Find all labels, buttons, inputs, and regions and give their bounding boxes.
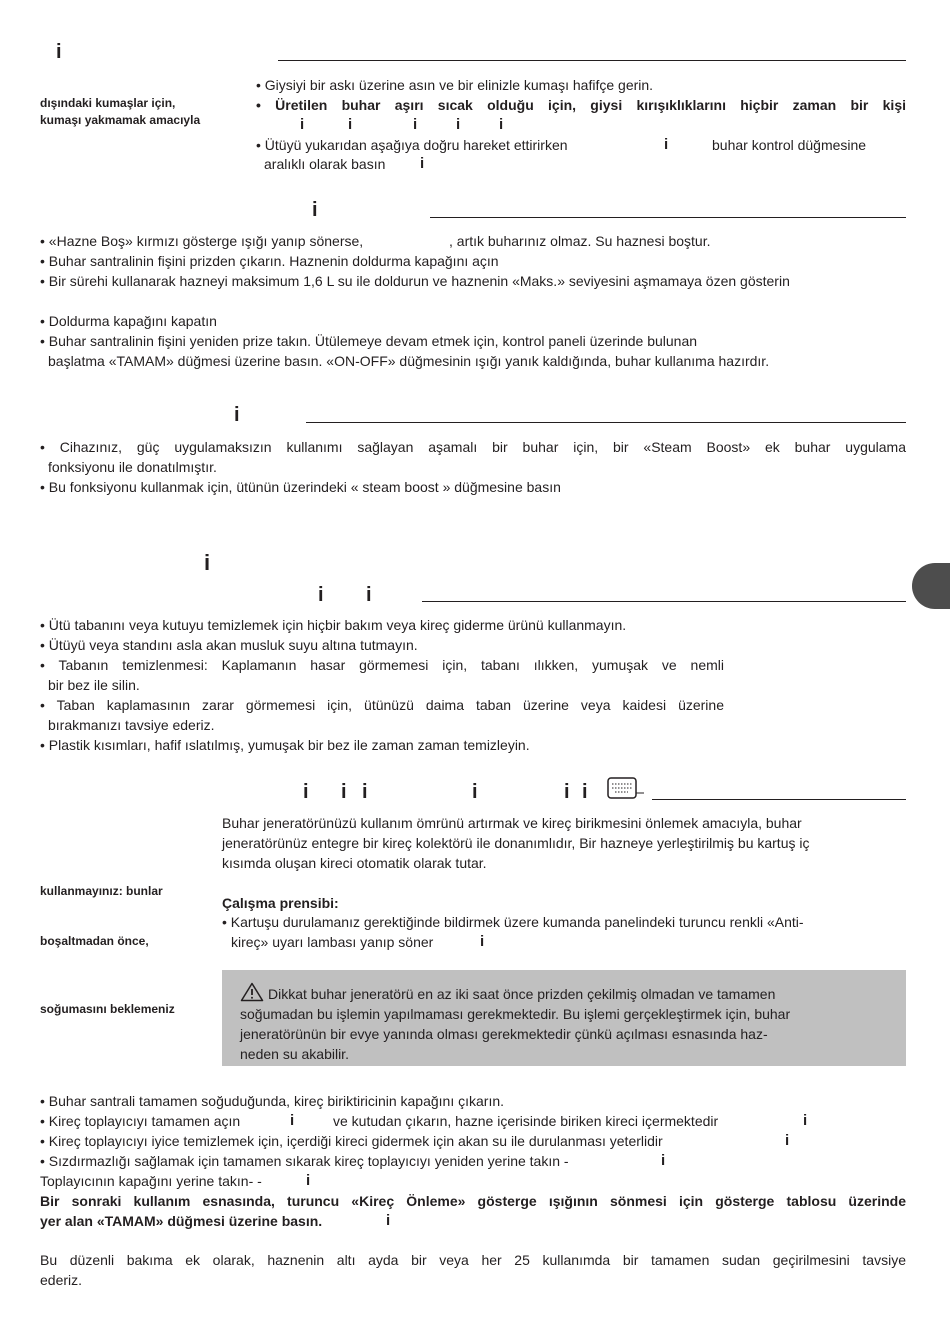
missing-glyph: i [300, 116, 305, 133]
sec2-line-2: • Buhar santralinin fişini prizden çıkarın. Haznenin doldurma kapağını açın [40, 253, 499, 269]
sec1-line-3b: buhar kontrol düğmesine [712, 137, 867, 153]
sec5-para-2: jeneratörünüz entegre bir kireç kolektörü ile donanımlıdır, Bir hazneye yerleştirilmiş bu kartuş iç [222, 835, 810, 851]
section-rule [652, 799, 906, 800]
sec5-para-3: kısımda oluşan kireci otomatik olarak tutar. [222, 855, 487, 871]
sec4-line-1: • Ütü tabanını veya kutuyu temizlemek için hiçbir bakım veya kireç giderme ürünü kullanmayın. [40, 617, 627, 633]
principle-line-2: kireç» uyarı lambası yanıp söner [231, 934, 434, 950]
heading-glyph: i [318, 584, 324, 606]
missing-glyph: i [785, 1132, 790, 1149]
sec6-line-5: Toplayıcının kapağını yerine takın- - [40, 1173, 262, 1189]
sec1-line-1: • Giysiyi bir askı üzerine asın ve bir elinizle kumaşı hafifçe gerin. [256, 77, 654, 93]
missing-glyph: i [420, 155, 425, 172]
heading-glyph: i [303, 781, 309, 803]
anti-calc-cartridge-icon [606, 776, 646, 802]
missing-glyph: i [290, 1112, 295, 1129]
sec2-line-1b: , artık buharınız olmaz. Su haznesi boştur. [449, 233, 711, 249]
sec6-line-2b: ve kutudan çıkarın, hazne içerisinde biriken kireci içermektedir [333, 1113, 719, 1129]
warning-line-2: soğumadan bu işlemin yapılmaması gerekmektedir. Bu işlemi gerçekleştirmek için, buhar [240, 1006, 791, 1022]
heading-glyph: i [582, 781, 588, 803]
missing-glyph: i [803, 1112, 808, 1129]
page-tab-marker [912, 563, 950, 609]
heading-glyph: i [472, 781, 478, 803]
heading-glyph: i [312, 199, 318, 221]
warning-line-4: neden su akabilir. [240, 1046, 349, 1062]
warning-line-1: Dikkat buhar jeneratörü en az iki saat önce prizden çekilmiş olmadan ve tamamen [268, 986, 776, 1002]
sec4-line-5: • Taban kaplamasının zarar görmemesi için, ütünüzü daima taban üzerine veya kaidesi üzerine [40, 697, 724, 713]
sec2-line-5: • Buhar santralinin fişini yeniden prize takın. Ütülemeye devam etmek için, kontrol paneli üzerinde bulunan [40, 333, 698, 349]
missing-glyph: i [499, 116, 504, 133]
missing-glyph: i [348, 116, 353, 133]
warning-line-3: jeneratörünün bir evye yanında olması gerekmektedir çünkü açılması esnasında haz- [240, 1026, 768, 1042]
sec3-line-3: • Bu fonksiyonu kullanmak için, ütünün üzerindeki « steam boost » düğmesine basın [40, 479, 561, 495]
sec6-final-1: Bu düzenli bakıma ek olarak, haznenin altı ayda bir veya her 25 kullanımda bir tamamen sudan geçirilmesini tavsiye [40, 1252, 906, 1268]
heading-glyph: i [362, 781, 368, 803]
sec6-line-2a: • Kireç toplayıcıyı tamamen açın [40, 1113, 241, 1129]
side-note-2: kullanmayınız: bunlar [40, 884, 163, 898]
sec3-line-1: • Cihazınız, güç uygulamaksızın kullanımı sağlayan aşamalı bir buhar için, bir «Steam Boost» ek buhar uygulama [40, 439, 906, 455]
section-rule [430, 217, 906, 218]
sec2-line-4: • Doldurma kapağını kapatın [40, 313, 217, 329]
heading-glyph: i [564, 781, 570, 803]
missing-glyph: i [456, 116, 461, 133]
heading-glyph: i [56, 41, 62, 63]
sec6-bold-2: yer alan «TAMAM» düğmesi üzerine basın. [40, 1213, 323, 1229]
section-rule [422, 601, 906, 602]
heading-glyph: i [204, 550, 211, 575]
missing-glyph: i [386, 1212, 391, 1229]
side-note-1: dışındaki kumaşlar için, kumaşı yakmamak amacıyla [40, 96, 201, 127]
sec5-para-1: Buhar jeneratörünüzü kullanım ömrünü artırmak ve kireç birikmesini önlemek amacıyla, buhar [222, 815, 802, 831]
sec4-line-7: • Plastik kısımları, hafif ıslatılmış, yumuşak bir bez ile zaman zaman temizleyin. [40, 737, 530, 753]
sec1-line-4: aralıklı olarak basın [264, 156, 386, 172]
heading-glyph: i [341, 781, 347, 803]
sec2-line-6: başlatma «TAMAM» düğmesi üzerine basın. «ON-OFF» düğmesinin ışığı yanık kaldığında, buhar kullanıma hazırdır. [48, 353, 770, 369]
sec6-line-4: • Sızdırmazlığı sağlamak için tamamen sıkarak kireç toplayıcıyı yeniden yerine takın - [40, 1153, 569, 1169]
sec6-final-2: ederiz. [40, 1272, 83, 1288]
side-note-3: boşaltmadan önce, [40, 934, 149, 948]
sec6-bold-1: Bir sonraki kullanım esnasında, turuncu «Kireç Önleme» gösterge ışığının sönmesi için gösterge tablosu üzerinde [40, 1193, 906, 1209]
heading-glyph: i [234, 404, 240, 426]
sec1-line-3a: • Ütüyü yukarıdan aşağıya doğru hareket ettirirken [256, 137, 568, 153]
sec4-line-4: bir bez ile silin. [48, 677, 140, 693]
warning-triangle-icon [240, 982, 264, 1002]
principle-title: Çalışma prensibi: [222, 895, 339, 911]
sec4-line-2: • Ütüyü veya standını asla akan musluk suyu altına tutmayın. [40, 637, 418, 653]
sec4-line-6: bırakmanızı tavsiye ederiz. [48, 717, 215, 733]
heading-glyph: i [366, 584, 372, 606]
missing-glyph: i [480, 933, 485, 950]
missing-glyph: i [664, 136, 669, 153]
sec4-line-3: • Tabanın temizlenmesi: Kaplamanın hasar görmemesi için, tabanı ılıkken, yumuşak ve nemli [40, 657, 724, 673]
sec2-line-1a: • «Hazne Boş» kırmızı gösterge ışığı yanıp sönerse, [40, 233, 364, 249]
principle-line-1: • Kartuşu durulamanız gerektiğinde bildirmek üzere kumanda panelindeki turuncu renkli «Anti- [222, 914, 804, 930]
section-rule [306, 422, 906, 423]
warning-text [240, 982, 880, 1064]
missing-glyph: i [661, 1152, 666, 1169]
missing-glyph: i [413, 116, 418, 133]
sec3-line-2: fonksiyonu ile donatılmıştır. [48, 459, 217, 475]
section-rule [278, 60, 906, 61]
side-note-4: soğumasını beklemeniz [40, 1002, 175, 1016]
sec6-line-3: • Kireç toplayıcıyı iyice temizlemek için, içerdiği kireci gidermek için akan su ile durulanması yeterlidir [40, 1133, 663, 1149]
sec6-line-1: • Buhar santrali tamamen soğuduğunda, kireç biriktiricinin kapağını çıkarın. [40, 1093, 505, 1109]
sec2-line-3: • Bir sürehi kullanarak hazneyi maksimum 1,6 L su ile doldurun ve haznenin «Maks.» seviyesini aşmamaya özen gösterin [40, 273, 790, 289]
missing-glyph: i [306, 1172, 311, 1189]
sec1-line-2: • Üretilen buhar aşırı sıcak olduğu için, giysi kırışıklıklarını hiçbir zaman bir kişi [256, 97, 906, 113]
